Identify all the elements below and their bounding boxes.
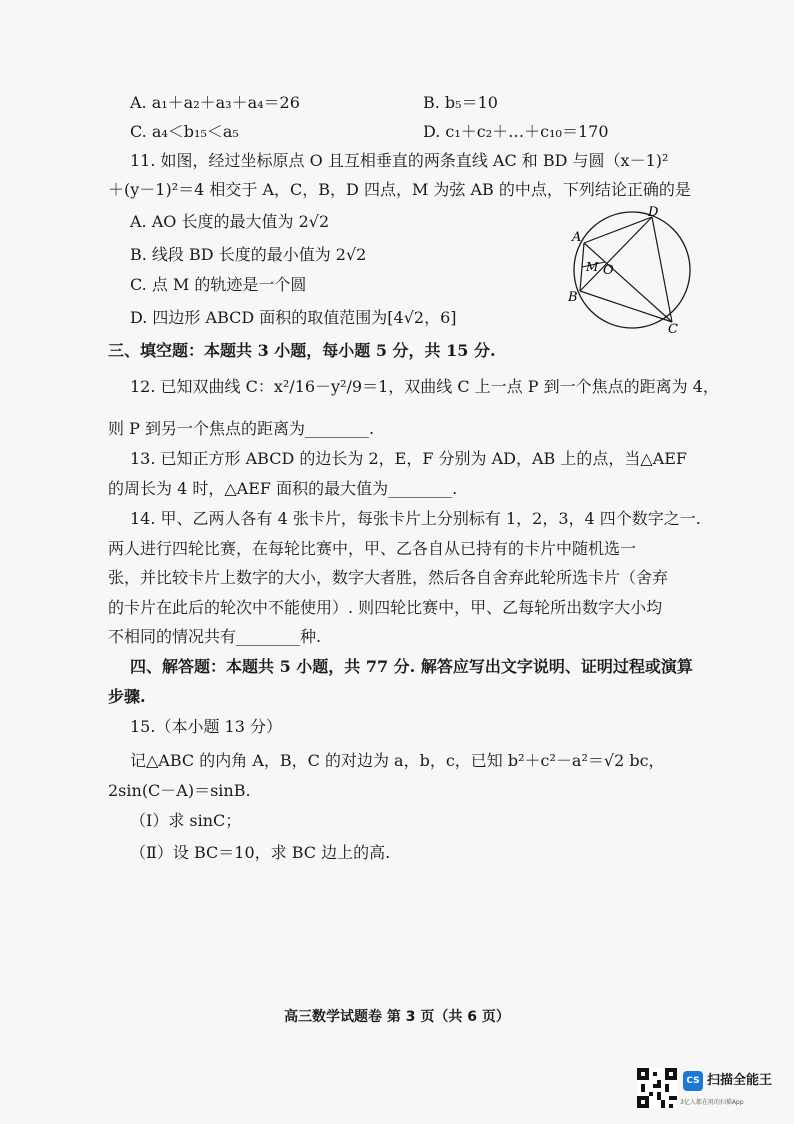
- q11-stem-line2: ＋(y－1)²＝4 相交于 A，C，B，D 四点，M 为弦 AB 的中点，下列结论正确的是: [108, 180, 691, 199]
- figure-label-a: A: [572, 230, 582, 245]
- section4-heading-line1: 四、解答题：本题共 5 小题，共 77 分. 解答应写出文字说明、证明过程或演算: [130, 657, 693, 676]
- q11-option-c: C. 点 M 的轨迹是一个圆: [130, 275, 307, 294]
- q10-option-b: B. b₅＝10: [423, 93, 498, 112]
- circle-quadrilateral-figure: [560, 205, 700, 335]
- q15-part2: （Ⅱ）设 BC＝10，求 BC 边上的高.: [130, 843, 391, 862]
- camscanner-subtitle: 3亿人都在用的扫描App: [680, 1099, 744, 1106]
- q14-line4: 的卡片在此后的轮次中不能使用）. 则四轮比赛中，甲、乙每轮所出数字大小均: [108, 598, 663, 617]
- q13-line2: 的周长为 4 时，△AEF 面积的最大值为________.: [108, 479, 458, 498]
- q11-option-d: D. 四边形 ABCD 面积的取值范围为[4√2，6]: [130, 308, 457, 327]
- qr-code-icon: [637, 1068, 677, 1108]
- q15-line2: 2sin(C－A)＝sinB.: [108, 781, 251, 800]
- q10-option-d: D. c₁＋c₂＋…＋c₁₀＝170: [423, 122, 609, 141]
- figure-line-bd: [580, 217, 652, 291]
- figure-label-o: O: [603, 263, 614, 278]
- q13-line1: 13. 已知正方形 ABCD 的边长为 2，E，F 分别为 AD，AB 上的点，当△AEF: [130, 449, 688, 468]
- q14-line3: 张，并比较卡片上数字的大小，数字大者胜，然后各自舍弃此轮所选卡片（舍弃: [108, 568, 669, 587]
- figure-label-b: B: [568, 290, 578, 305]
- figure-segment-ad: [584, 217, 652, 243]
- camscanner-logo-icon: CS: [683, 1071, 703, 1091]
- figure-label-d: D: [648, 205, 659, 220]
- q12-line2: 则 P 到另一个焦点的距离为________.: [108, 419, 375, 438]
- q10-option-c: C. a₄＜b₁₅＜a₅: [130, 122, 239, 141]
- figure-label-c: C: [668, 322, 678, 335]
- figure-segment-cb: [580, 291, 672, 322]
- camscanner-name: 扫描全能王: [707, 1073, 773, 1088]
- q15-line1: 记△ABC 的内角 A，B，C 的对边为 a，b，c，已知 b²＋c²－a²＝√2 bc，: [130, 751, 665, 770]
- q11-option-b: B. 线段 BD 长度的最小值为 2√2: [130, 245, 367, 264]
- q12-line1: 12. 已知双曲线 C：x²/16－y²/9＝1，双曲线 C 上一点 P 到一个焦点的距离为 4，: [130, 377, 719, 396]
- q10-option-a: A. a₁＋a₂＋a₃＋a₄＝26: [130, 93, 300, 112]
- q15-title: 15.（本小题 13 分）: [130, 717, 282, 736]
- section4-heading-line2: 步骤.: [108, 687, 146, 706]
- q14-line2: 两人进行四轮比赛，在每轮比赛中，甲、乙各自从已持有的卡片中随机选一: [108, 539, 637, 558]
- page-footer: 高三数学试题卷 第 3 页（共 6 页）: [284, 1009, 510, 1025]
- q11-option-a: A. AO 长度的最大值为 2√2: [130, 212, 330, 231]
- q15-part1: （Ⅰ）求 sinC；: [130, 811, 242, 830]
- q11-stem-line1: 11. 如图，经过坐标原点 O 且互相垂直的两条直线 AC 和 BD 与圆（x－1)²: [130, 151, 669, 170]
- q14-line1: 14. 甲、乙两人各有 4 张卡片，每张卡片上分别标有 1，2，3，4 四个数字之一.: [130, 509, 701, 528]
- figure-label-m: M: [586, 260, 599, 274]
- section3-heading: 三、填空题：本题共 3 小题，每小题 5 分，共 15 分.: [108, 341, 496, 360]
- q14-line5: 不相同的情况共有________种.: [108, 627, 322, 646]
